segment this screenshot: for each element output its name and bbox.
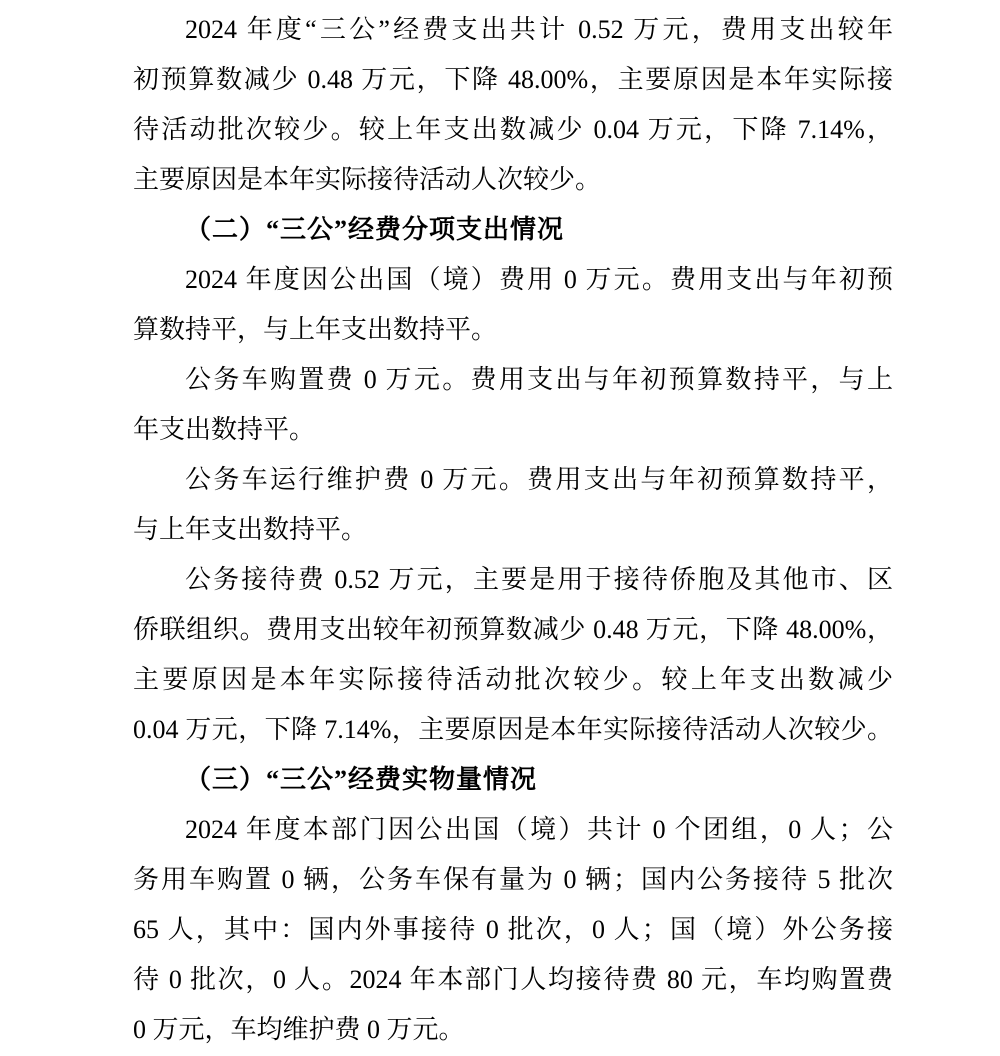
- text-line: 待 0 批次，0 人。2024 年本部门人均接待费 80 元，车均购置费: [133, 965, 893, 994]
- text-line: 2024 年度“三公”经费支出共计 0.52 万元，费用支出较年: [185, 15, 893, 44]
- text-line: 2024 年度因公出国（境）费用 0 万元。费用支出与年初预: [185, 265, 893, 294]
- text-line: 公务车运行维护费 0 万元。费用支出与年初预算数持平，: [185, 465, 893, 494]
- text-line: 公务接待费 0.52 万元，主要是用于接待侨胞及其他市、区: [185, 565, 893, 594]
- paragraph-vehicle-maintenance: [133, 455, 893, 555]
- text-line: 侨联组织。费用支出较年初预算数减少 0.48 万元，下降 48.00%，: [133, 615, 893, 644]
- paragraph-three-public-total: [133, 5, 893, 205]
- section-heading-3-text: （三）“三公”经费实物量情况: [185, 765, 538, 794]
- paragraph-vehicle-purchase: [133, 355, 893, 455]
- text-line: 算数持平，与上年支出数持平。: [133, 315, 498, 344]
- text-line: 0 万元，车均维护费 0 万元。: [133, 1015, 465, 1044]
- section-heading-2: [133, 205, 893, 255]
- text-line: 初预算数减少 0.48 万元，下降 48.00%，主要原因是本年实际接: [133, 65, 893, 94]
- text-line: 0.04 万元，下降 7.14%，主要原因是本年实际接待活动人次较少。: [133, 715, 893, 744]
- paragraph-physical-quantity: [133, 805, 893, 1055]
- text-line: 务用车购置 0 辆，公务车保有量为 0 辆；国内公务接待 5 批次: [133, 865, 893, 894]
- section-heading-3: [133, 755, 893, 805]
- text-line: 与上年支出数持平。: [133, 515, 368, 544]
- text-line: 公务车购置费 0 万元。费用支出与年初预算数持平，与上: [185, 365, 893, 394]
- text-line: 年支出数持平。: [133, 415, 316, 444]
- paragraph-official-reception: [133, 555, 893, 755]
- text-line: 2024 年度本部门因公出国（境）共计 0 个团组，0 人；公: [185, 815, 893, 844]
- text-line: 主要原因是本年实际接待活动批次较少。较上年支出数减少: [133, 665, 893, 694]
- text-line: 65 人，其中：国内外事接待 0 批次，0 人；国（境）外公务接: [133, 915, 893, 944]
- section-heading-2-text: （二）“三公”经费分项支出情况: [185, 215, 565, 244]
- text-line: 待活动批次较少。较上年支出数减少 0.04 万元，下降 7.14%，: [133, 115, 893, 144]
- paragraph-abroad-expense: [133, 255, 893, 355]
- text-line: 主要原因是本年实际接待活动人次较少。: [133, 165, 602, 194]
